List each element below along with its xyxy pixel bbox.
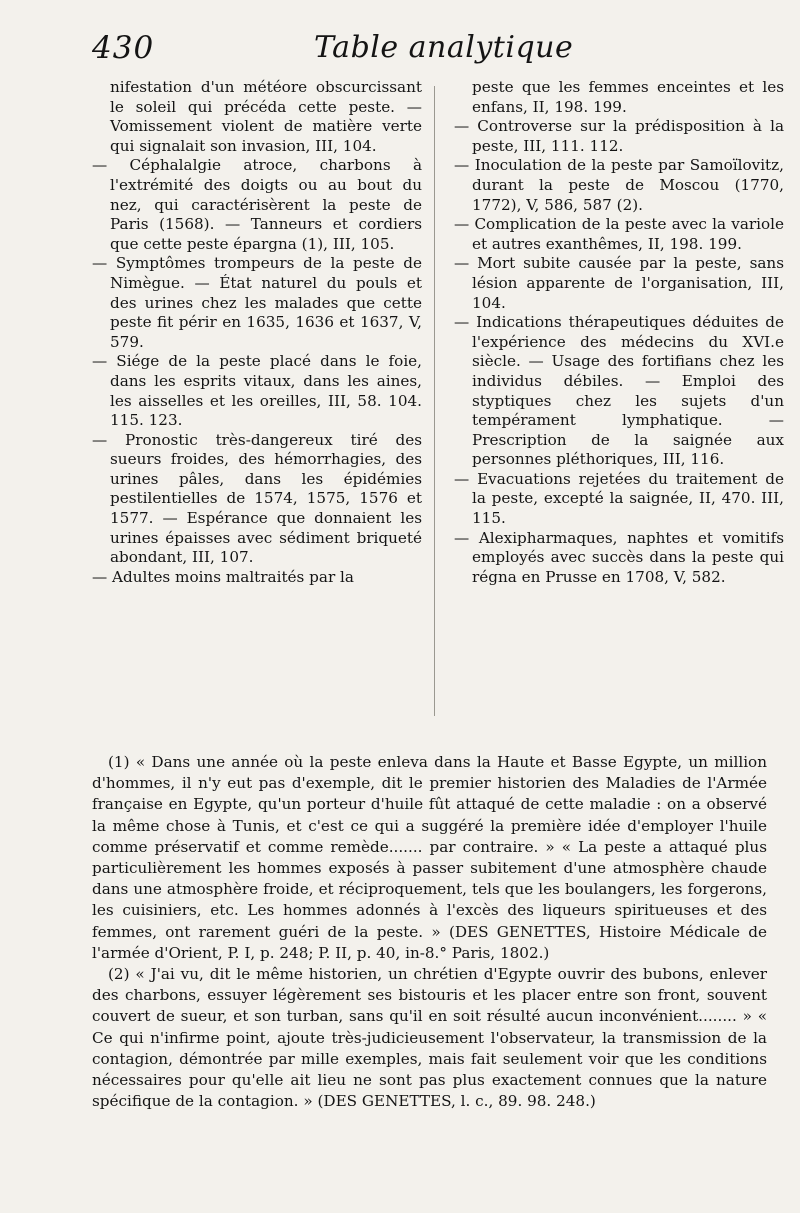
index-entry: — Mort subite causée par la peste, sans lésion apparente de l'organisation, III, 104. (454, 254, 784, 312)
index-entry: — Complication de la peste avec la variole et autres exanthêmes, II, 198. 199. (454, 215, 784, 253)
index-entry: — Siége de la peste placé dans le foie, dans les esprits vitaux, dans les aines, les aisselles et les oreilles, III, 58. 104. 115. 123. (92, 352, 422, 430)
index-entry: — Céphalalgie atroce, charbons à l'extrémité des doigts ou au bout du nez, qui caractérisèrent la peste de Paris (1568). — Tanneurs et cordiers que cette peste épargna (1), III, 105. (92, 156, 422, 253)
column-divider (434, 86, 435, 716)
index-entry: — Alexipharmaques, naphtes et vomitifs employés avec succès dans la peste qui régna en Prusse en 1708, V, 582. (454, 528, 784, 586)
footnote-1: (1) « Dans une année où la peste enleva dans la Haute et Basse Egypte, un million d'hommes, il n'y eut pas d'exemple, dit le premier historien des Maladies de l'Armée française en Egypte, qu'un porteur d'huile fût attaqué de cette maladie : on a observé la même chose à Tunis, et c'est ce qui a suggéré la première idée d'employer l'huile comme préservatif et comme remède....... par contraire. » « La peste a attaqué plus particulièrement les hommes exposés à passer subitement d'une atmosphère chaude dans une atmosphère froide, et réciproquement, tels que les boulangers, les forgerons, les cuisiniers, etc. Les hommes adonnés à l'excès des liqueurs spiritueuses et des femmes, ont rarement guéri de la peste. » (DES GENETTES, Histoire Médicale de l'armée d'Orient, P. I, p. 248; P. II, p. 40, in-8.° Paris, 1802.) (92, 753, 767, 962)
index-entry: — Inoculation de la peste par Samoïlovitz, durant la peste de Moscou (1770, 1772), V, 586, 587 (2). (454, 156, 784, 214)
index-entry: — Indications thérapeutiques déduites de l'expérience des médecins du XVI.e siècle. — Usage des fortifians chez les individus débiles. — Emploi des styptiques chez les sujets d'un tempérament lymphatique. — Prescription de la saignée aux personnes pléthoriques, III, 116. (454, 313, 784, 469)
index-entry: — Pronostic très-dangereux tiré des sueurs froides, des hémorrhagies, des urines pâles, dans les épidémies pestilentielles de 1574, 1575, 1576 et 1577. — Espérance que donnaient les urines épaisses avec sédiment briqueté abondant, III, 107. (92, 430, 422, 567)
index-entry: nifestation d'un météore obscurcissant le soleil qui précéda cette peste. — Vomissement violent de matière verte qui signalait son invasion, III, 104. (110, 78, 422, 155)
left-column (92, 78, 422, 587)
page-number: 430 (92, 30, 155, 66)
page-header (92, 30, 772, 74)
footnotes (92, 752, 767, 1112)
right-column (454, 78, 784, 587)
index-entry: peste que les femmes enceintes et les enfans, II, 198. 199. (472, 78, 784, 116)
running-title: Table analytique (314, 30, 574, 65)
index-entry: — Symptômes trompeurs de la peste de Nimègue. — État naturel du pouls et des urines chez les malades que cette peste fit périr en 1635, 1636 et 1637, V, 579. (92, 254, 422, 351)
index-entry: — Adultes moins maltraités par la (92, 567, 354, 586)
index-entry: — Controverse sur la prédisposition à la peste, III, 111. 112. (454, 117, 784, 155)
footnote-2: (2) « J'ai vu, dit le même historien, un chrétien d'Egypte ouvrir des bubons, enlever des charbons, essuyer légèrement ses bistouris et les placer entre son front, souvent couvert de sueur, et son turban, sans qu'il en soit résulté aucun inconvénient........ » « Ce qui n'infirme point, ajoute très-judicieusement l'observateur, la transmission de la contagion, démontrée par mille exemples, mais fait seulement voir que les conditions nécessaires pour qu'elle ait lieu ne sont pas plus exactement connues que la nature spécifique de la contagion. » (DES GENETTES, l. c., 89. 98. 248.) (92, 965, 767, 1111)
index-entry: — Evacuations rejetées du traitement de la peste, excepté la saignée, II, 470. III, 115. (454, 469, 784, 528)
